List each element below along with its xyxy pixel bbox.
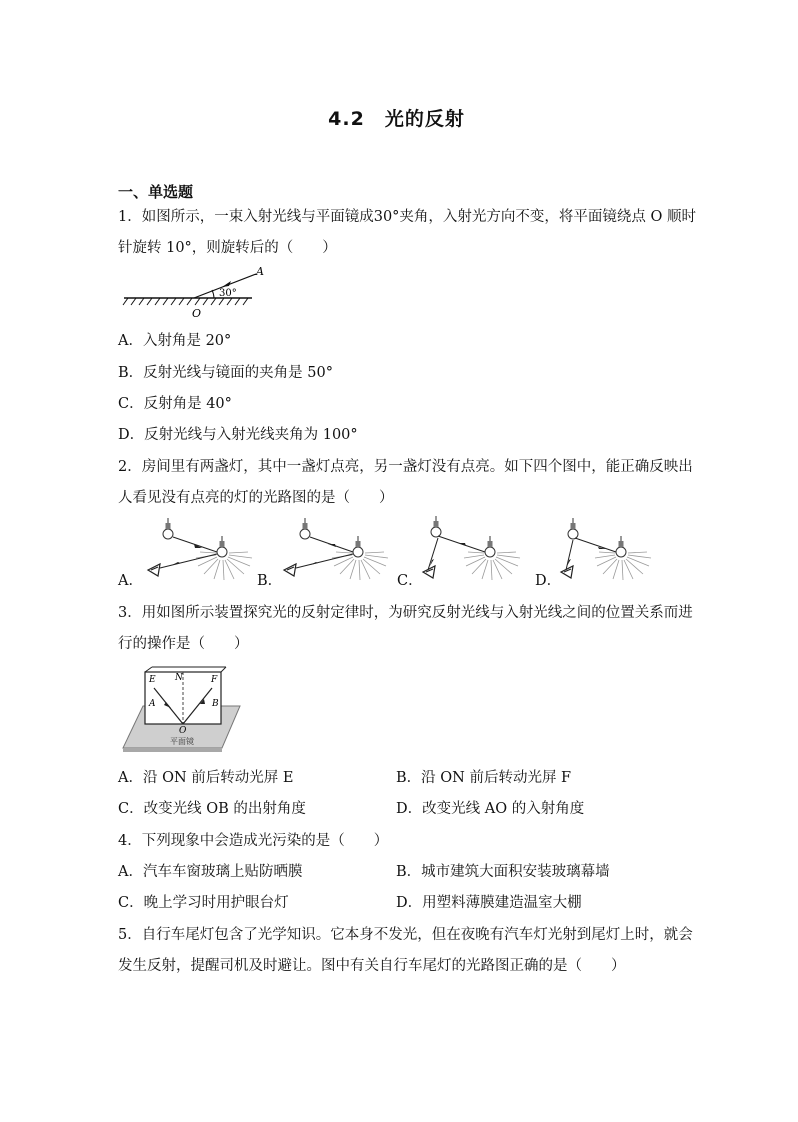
svg-text:F: F	[211, 675, 218, 685]
q4-option-b: B．城市建筑大面积安装玻璃幕墙	[396, 864, 610, 880]
svg-text:N: N	[175, 673, 183, 683]
q4-option-a: A．汽车车窗玻璃上贴防晒膜	[118, 864, 303, 880]
unlit-bulb-icon	[431, 516, 441, 537]
lit-bulb-icon	[595, 536, 651, 580]
figure-d	[561, 518, 651, 580]
angle-label: 30°	[219, 288, 237, 299]
eye-icon	[148, 564, 160, 576]
figure-a	[148, 518, 252, 580]
q4-option-d: D．用塑料薄膜建造温室大棚	[396, 895, 582, 911]
q3-option-a: A．沿 ON 前后转动光屏 E	[118, 770, 294, 786]
figure-c	[423, 516, 520, 580]
q3-text-line1: 3．用如图所示装置探究光的反射定律时，为研究反射光线与入射光线之间的位置关系而进	[118, 605, 693, 621]
q1-text-line1: 1．如图所示，一束入射光线与平面镜成30°夹角，入射光方向不变，将平面镜绕点 O 顺时	[118, 209, 697, 225]
q1-option-a: A．入射角是 20°	[118, 333, 232, 349]
q3-text-line2: 行的操作是（ ）	[118, 636, 249, 652]
q1-option-d: D．反射光线与入射光线夹角为 100°	[118, 427, 358, 443]
label-a: A	[256, 265, 264, 278]
unlit-bulb-icon	[568, 518, 578, 539]
svg-text:E: E	[149, 675, 156, 685]
q3-option-b: B．沿 ON 前后转动光屏 F	[396, 770, 572, 786]
svg-text:A: A	[149, 699, 156, 709]
q2-option-c-label: C．	[397, 573, 423, 589]
q2-option-a-label: A．	[118, 573, 143, 589]
svg-text:O: O	[179, 726, 187, 736]
q1-option-b: B．反射光线与镜面的夹角是 50°	[118, 365, 333, 381]
unlit-bulb-icon	[163, 518, 173, 539]
q1-option-c: C．反射角是 40°	[118, 396, 232, 412]
page-title: 4.2 光的反射	[328, 108, 465, 130]
mirror-label: 平面镜	[170, 737, 194, 746]
section-heading: 一、单选题	[118, 183, 194, 201]
q3-option-d: D．改变光线 AO 的入射角度	[396, 801, 585, 817]
arrow-icon	[222, 281, 231, 287]
q3-option-c: C．改变光线 OB 的出射角度	[118, 801, 306, 817]
svg-text:B: B	[212, 699, 219, 709]
q4-option-c: C．晚上学习时用护眼台灯	[118, 895, 289, 911]
q2-option-b-label: B．	[257, 573, 283, 589]
eye-icon	[284, 564, 296, 576]
q1-mirror-figure	[118, 264, 264, 322]
lit-bulb-icon	[464, 536, 520, 580]
figure-b	[284, 518, 388, 580]
label-o: O	[192, 307, 202, 320]
q2-text-line1: 2．房间里有两盏灯，其中一盏灯点亮，另一盏灯没有点亮。如下四个图中，能正确反映出	[118, 459, 693, 475]
q2-option-d-label: D．	[535, 573, 562, 589]
unlit-bulb-icon	[300, 518, 310, 539]
q2-text-line2: 人看见没有点亮的灯的光路图的是（ ）	[118, 490, 394, 506]
q1-text-line2: 针旋转 10°，则旋转后的（ ）	[118, 240, 337, 256]
lit-bulb-icon	[332, 536, 388, 580]
lit-bulb-icon	[196, 536, 252, 580]
q5-text-line1: 5．自行车尾灯包含了光学知识。它本身不发光，但在夜晚有汽车灯光射到尾灯上时，就会	[118, 927, 693, 943]
q2-figures	[118, 516, 798, 592]
q4-text-line1: 4．下列现象中会造成光污染的是（ ）	[118, 833, 389, 849]
q5-text-line2: 发生反射，提醒司机及时避让。图中有关自行车尾灯的光路图正确的是（ ）	[118, 958, 626, 974]
q3-apparatus-figure	[118, 666, 248, 752]
